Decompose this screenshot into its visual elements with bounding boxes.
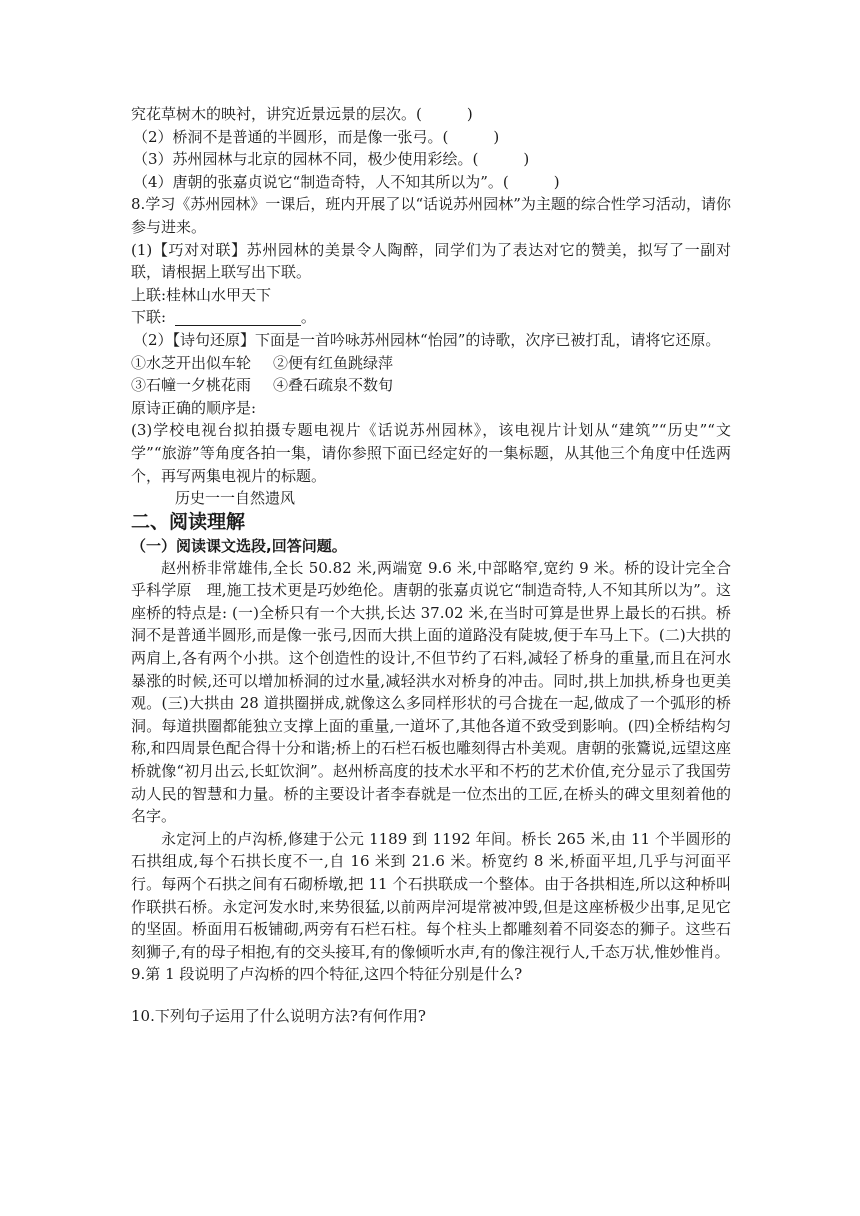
question-10: 10.下列句子运用了什么说明方法?有何作用?	[131, 1006, 426, 1025]
poem-options-row-2	[131, 374, 731, 397]
q8-part2-poem: （2）【诗句还原】下面是一首吟咏苏州园林“怡园”的诗歌，次序已被打乱，请将它还原。	[133, 330, 721, 349]
section-heading: 二、阅读理解	[131, 510, 246, 533]
poem-order-prompt: 原诗正确的顺序是:	[131, 398, 257, 417]
couplet-upper: 上联:桂林山水甲天下	[131, 285, 272, 304]
q7-item-2: （2）桥洞不是普通的半圆形，而是像一张弓。( )	[133, 127, 500, 146]
poem-option-3: ③石幢一夕桃花雨	[131, 376, 252, 395]
q7-item-1-continuation: 究花草树木的映衬，讲究近景远景的层次。( )	[131, 105, 473, 123]
q7-item-3: （3）苏州园林与北京的园林不同，极少使用彩绘。( )	[133, 150, 530, 169]
couplet-lower-end: 。	[300, 308, 316, 327]
document-content	[131, 103, 731, 1028]
subsection-heading: （一）阅读课文选段,回答问题。	[131, 536, 347, 555]
q7-item-4: （4）唐朝的张嘉贞说它“制造奇特，人不知其所以为”。( )	[133, 172, 560, 191]
poem-option-2: ②便有红鱼跳绿萍	[273, 353, 394, 372]
couplet-answer-blank[interactable]	[175, 309, 301, 326]
q8-part3-titles: (3)学校电视台拟拍摄专题电视片《话说苏州园林》，该电视片计划从“建筑”“历史”“文学”“旅游”等角度各拍一集，请你参照下面已经定好的一集标题，从其他三个角度中任选两个，再写两集电视片的标题。	[131, 421, 731, 485]
question-9: 9.第 1 段说明了卢沟桥的四个特征,这四个特征分别是什么?	[131, 965, 523, 984]
poem-options-row-1	[131, 352, 731, 375]
example-title: 历史一一自然遗风	[175, 489, 296, 508]
passage-paragraph-1: 赵州桥非常雄伟,全长 50.82 米,两端宽 9.6 米,中部略窄,宽约 9 米。桥的设计完全合乎科学原 理,施工技术更是巧妙绝伦。唐朝的张嘉贞说它“制造奇特,人不知其所以为”。这座桥的特点是: (一)全桥只有一个大拱,长达 37.02 米,在当时可算是世界上最长的石拱。桥洞不是普通半圆形,而是像一张弓,因而大拱上面的道路没有陡坡,便于车马上下。(二)大拱的两肩上,各有两个小拱。这个创造性的设计,不但节约了石料,减轻了桥身的重量,而且在河水暴涨的时候,还可以增加桥洞的过水量,减轻洪水对桥身的冲击。同时,拱上加拱,桥身也更美观。(三)大拱由 28 道拱圈拼成,就像这么多同样形状的弓合拢在一起,做成了一个弧形的桥洞。每道拱圈都能独立支撑上面的重量,一道坏了,其他各道不致受到影响。(四)全桥结构匀称,和四周景色配合得十分和谐;桥上的石栏石板也雕刻得古朴美观。唐朝的张鷟说,远望这座桥就像“初月出云,长虹饮涧”。赵州桥高度的技术水平和不朽的艺术价值,充分显示了我国劳动人民的智慧和力量。桥的主要设计者李春就是一位杰出的工匠,在桥头的碑文里刻着他的名字。	[131, 558, 731, 826]
couplet-lower-label: 下联:	[131, 308, 171, 327]
couplet-lower	[131, 306, 731, 329]
passage-paragraph-2: 永定河上的卢沟桥,修建于公元 1189 到 1192 年间。桥长 265 米,由 11 个半圆形的石拱组成,每个石拱长度不一,自 16 米到 21.6 米。桥宽约 8 米,桥面平坦,几乎与河面平行。每两个石拱之间有石砌桥墩,把 11 个石拱联成一个整体。由于各拱相连,所以这种桥叫作联拱石桥。永定河发水时,来势很猛,以前两岸河堤常被冲毁,但是这座桥极少出事,足见它的坚固。桥面用石板铺砌,两旁有石栏石柱。每个柱头上都雕刻着不同姿态的狮子。这些石刻狮子,有的母子相抱,有的交头接耳,有的像倾听水声,有的像注视行人,千态万状,惟妙惟肖。	[131, 829, 731, 961]
q8-part1-couplet: (1)【巧对对联】苏州园林的美景令人陶醉，同学们为了表达对它的赞美，拟写了一副对联，请根据上联写出下联。	[131, 240, 731, 282]
poem-option-1: ①水芝开出似车轮	[131, 353, 252, 372]
answer-space	[131, 986, 731, 1005]
poem-option-4: ④叠石疏泉不数旬	[273, 376, 394, 395]
q8-intro: 8.学习《苏州园林》一课后，班内开展了以“话说苏州园林”为主题的综合性学习活动，请你参与进来。	[131, 195, 731, 236]
